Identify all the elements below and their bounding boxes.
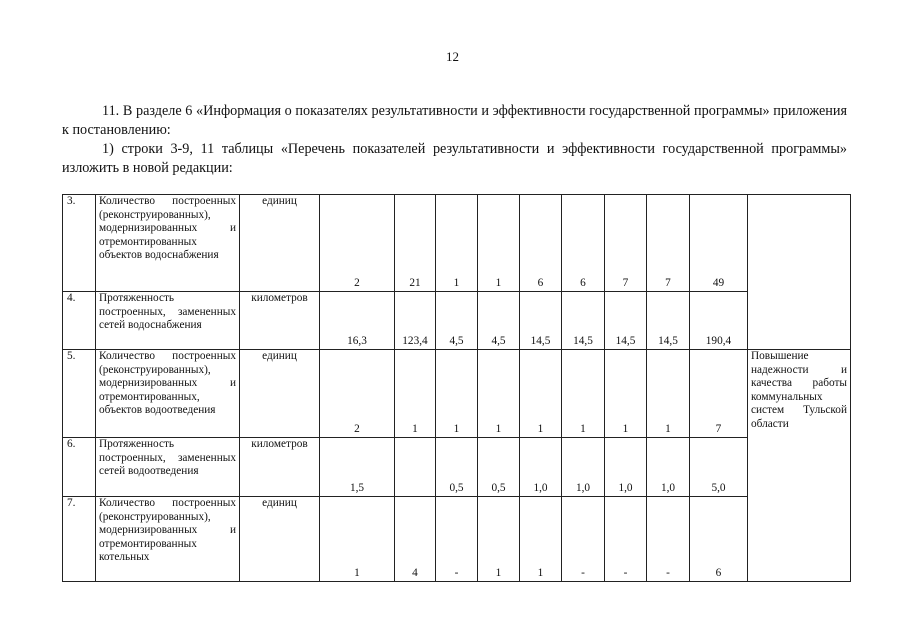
value-cell: 1 — [436, 350, 478, 438]
indicator-name: Количество построенных (реконструированных), модернизированных и отремонтированных котельных — [96, 497, 240, 582]
indicator-name: Количество построенных (реконструированных), модернизированных и отремонтированных объектов водоснабжения — [96, 195, 240, 292]
indicator-name: Количество построенных (реконструированных), модернизированных и отремонтированных, объектов водоотведения — [96, 350, 240, 438]
table-row — [63, 497, 851, 582]
value-cell: - — [562, 497, 605, 582]
page-number: 12 — [446, 49, 459, 64]
value-cell: 5,0 — [690, 438, 748, 497]
unit-cell: единиц — [240, 195, 320, 292]
value-cell: 1,0 — [605, 438, 647, 497]
value-cell: - — [647, 497, 690, 582]
value-cell: - — [605, 497, 647, 582]
indicator-name: Протяженность построенных, замененных сетей водоснабжения — [96, 292, 240, 350]
indicators-table — [62, 194, 851, 582]
table-row — [63, 292, 851, 350]
paragraph-text: 11. В разделе 6 «Информация о показателях результативности и эффективности государственной программы» приложения к постановлению: — [62, 103, 847, 138]
indicator-name: Протяженность построенных, замененных сетей водоотведения — [96, 438, 240, 497]
result-cell-empty — [748, 195, 851, 350]
value-cell: 1 — [520, 497, 562, 582]
value-cell: 0,5 — [478, 438, 520, 497]
table-row — [63, 195, 851, 292]
value-cell: 6 — [520, 195, 562, 292]
value-cell: 1,0 — [647, 438, 690, 497]
value-cell: 7 — [690, 350, 748, 438]
value-cell: 16,3 — [320, 292, 395, 350]
value-cell: 190,4 — [690, 292, 748, 350]
value-cell: 14,5 — [647, 292, 690, 350]
value-cell: 0,5 — [436, 438, 478, 497]
paragraph-section-change — [62, 102, 847, 140]
value-cell: 1 — [478, 497, 520, 582]
value-cell: 14,5 — [605, 292, 647, 350]
value-cell: 1 — [605, 350, 647, 438]
unit-cell: километров — [240, 292, 320, 350]
unit-cell: километров — [240, 438, 320, 497]
value-cell: 2 — [320, 195, 395, 292]
value-cell: 1 — [520, 350, 562, 438]
value-cell — [395, 438, 436, 497]
value-cell: 1 — [395, 350, 436, 438]
table-row — [63, 438, 851, 497]
value-cell: 1,5 — [320, 438, 395, 497]
value-cell: 14,5 — [562, 292, 605, 350]
value-cell: 1 — [647, 350, 690, 438]
value-cell: 21 — [395, 195, 436, 292]
unit-cell: единиц — [240, 350, 320, 438]
value-cell: 7 — [605, 195, 647, 292]
row-number: 7. — [63, 497, 96, 582]
row-number: 5. — [63, 350, 96, 438]
value-cell: 1 — [478, 350, 520, 438]
value-cell: 1 — [562, 350, 605, 438]
value-cell: 1 — [478, 195, 520, 292]
value-cell: 6 — [690, 497, 748, 582]
value-cell: 7 — [647, 195, 690, 292]
value-cell: - — [436, 497, 478, 582]
value-cell: 6 — [562, 195, 605, 292]
value-cell: 2 — [320, 350, 395, 438]
paragraph-text: 1) строки 3-9, 11 таблицы «Перечень показателей результативности и эффективности государственной программы» изложить в новой редакции: — [62, 141, 847, 176]
value-cell: 4,5 — [436, 292, 478, 350]
value-cell: 49 — [690, 195, 748, 292]
row-number: 6. — [63, 438, 96, 497]
value-cell: 1,0 — [520, 438, 562, 497]
unit-cell: единиц — [240, 497, 320, 582]
value-cell: 14,5 — [520, 292, 562, 350]
value-cell: 1 — [436, 195, 478, 292]
value-cell: 4 — [395, 497, 436, 582]
expected-result-cell: Повышение надежности и качества работы коммунальных систем Тульской области — [748, 350, 851, 582]
value-cell: 1 — [320, 497, 395, 582]
value-cell: 123,4 — [395, 292, 436, 350]
table-row — [63, 350, 851, 438]
row-number: 4. — [63, 292, 96, 350]
paragraph-table-rows-change — [62, 140, 847, 178]
value-cell: 1,0 — [562, 438, 605, 497]
row-number: 3. — [63, 195, 96, 292]
value-cell: 4,5 — [478, 292, 520, 350]
